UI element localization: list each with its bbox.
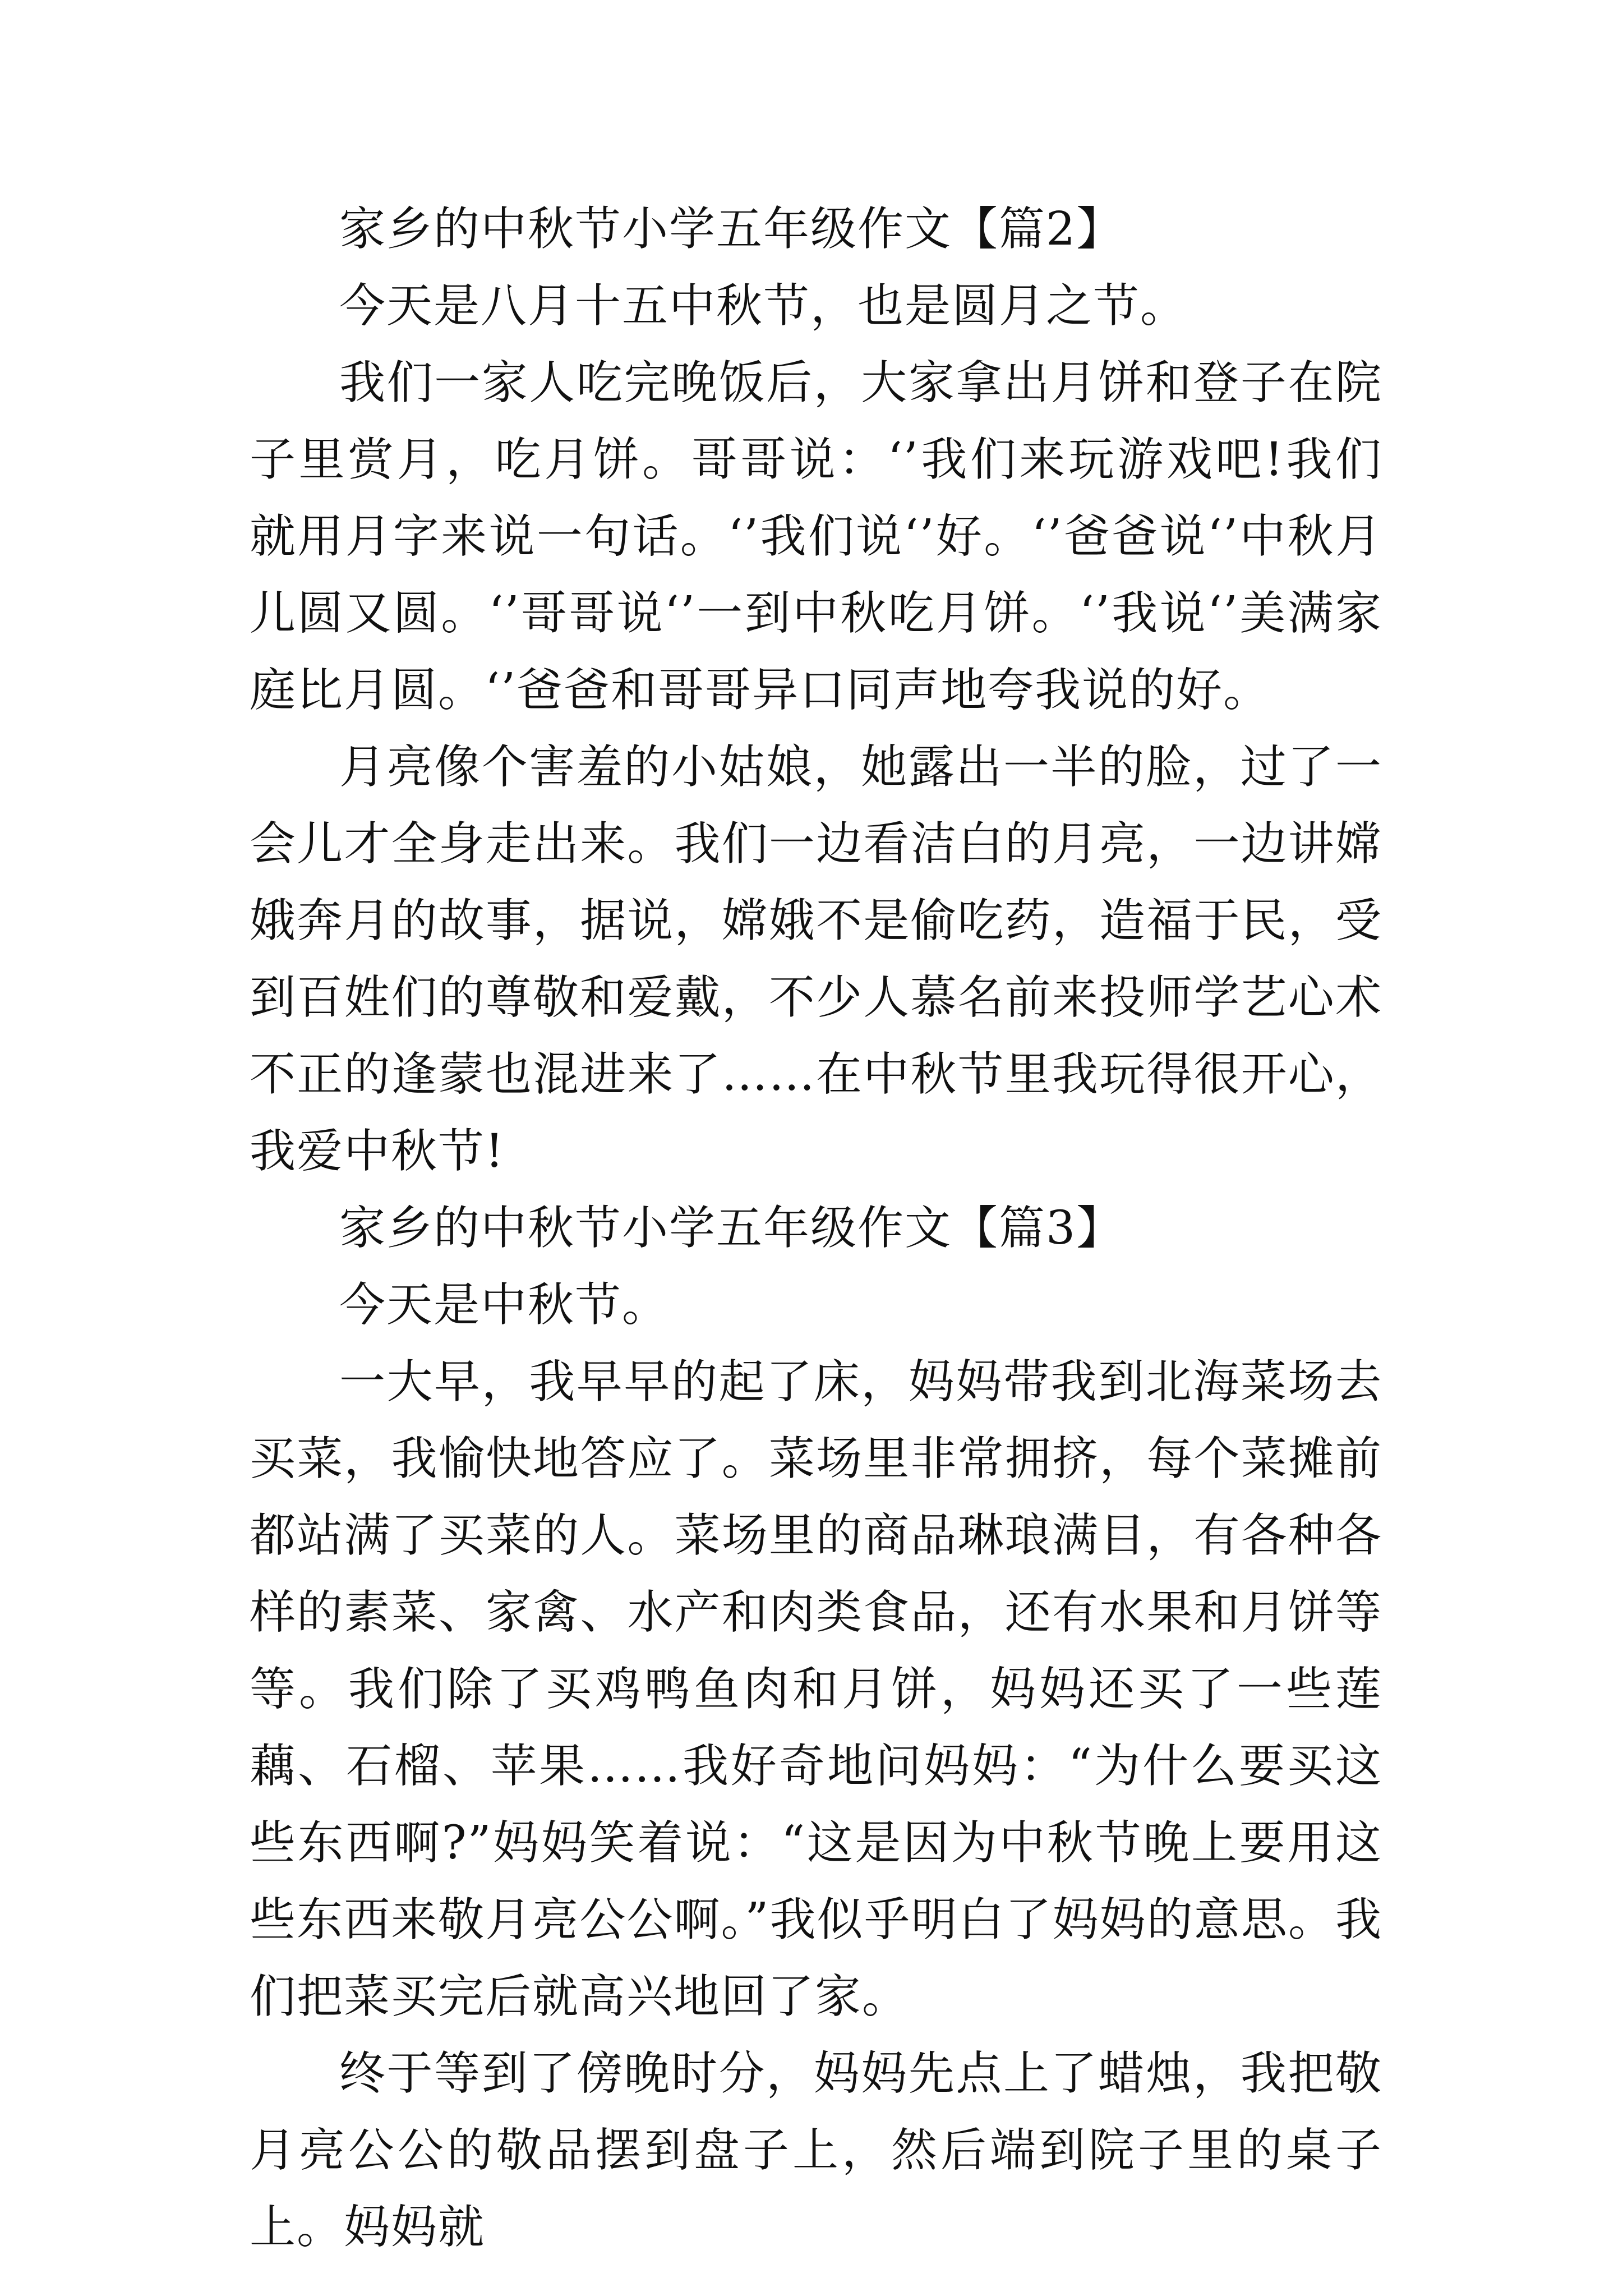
essay-title-2: 家乡的中秋节小学五年级作文【篇2】 xyxy=(339,203,1124,256)
paragraph: 一大早，我早早的起了床，妈妈带我到北海菜场去买菜，我愉快地答应了。菜场里非常拥挤，每个菜摊前都站满了买菜的人。菜场里的商品琳琅满目，有各种各样的素菜、家禽、水产和肉类食品，还有水果和月饼等等。我们除了买鸡鸭鱼肉和月饼，妈妈还买了一些莲藕、石榴、苹果……我好奇地问妈妈：“为什么要买这些东西啊?”妈妈笑着说：“这是因为中秋节晚上要用这些东西来敬月亮公公啊。”我似乎明白了妈妈的意思。我们把菜买完后就高兴地回了家。 xyxy=(250,1355,1382,2023)
essay-title-3: 家乡的中秋节小学五年级作文【篇3】 xyxy=(339,1202,1124,1255)
paragraph: 月亮像个害羞的小姑娘，她露出一半的脸，过了一会儿才全身走出来。我们一边看洁白的月亮，一边讲嫦娥奔月的故事，据说，嫦娥不是偷吃药，造福于民，受到百姓们的尊敬和爱戴，不少人慕名前来投师学艺心术不正的逢蒙也混进来了……在中秋节里我玩得很开心，我爱中秋节! xyxy=(250,740,1382,1178)
paragraph: 终于等到了傍晚时分，妈妈先点上了蜡烛，我把敬月亮公公的敬品摆到盘子上，然后端到院子里的桌子上。妈妈就 xyxy=(250,2047,1382,2254)
document-body xyxy=(250,191,1382,2266)
paragraph: 今天是八月十五中秋节，也是圆月之节。 xyxy=(339,279,1188,333)
paragraph: 我们一家人吃完晚饭后，大家拿出月饼和登子在院子里赏月，吃月饼。哥哥说：‘’我们来玩游戏吧!我们就用月字来说一句话。‘’我们说‘’好。‘’爸爸说‘’中秋月儿圆又圆。‘’哥哥说‘’一到中秋吃月饼。‘’我说‘’美满家庭比月圆。‘’爸爸和哥哥异口同声地夸我说的好。 xyxy=(250,356,1382,717)
paragraph: 今天是中秋节。 xyxy=(339,1278,670,1332)
